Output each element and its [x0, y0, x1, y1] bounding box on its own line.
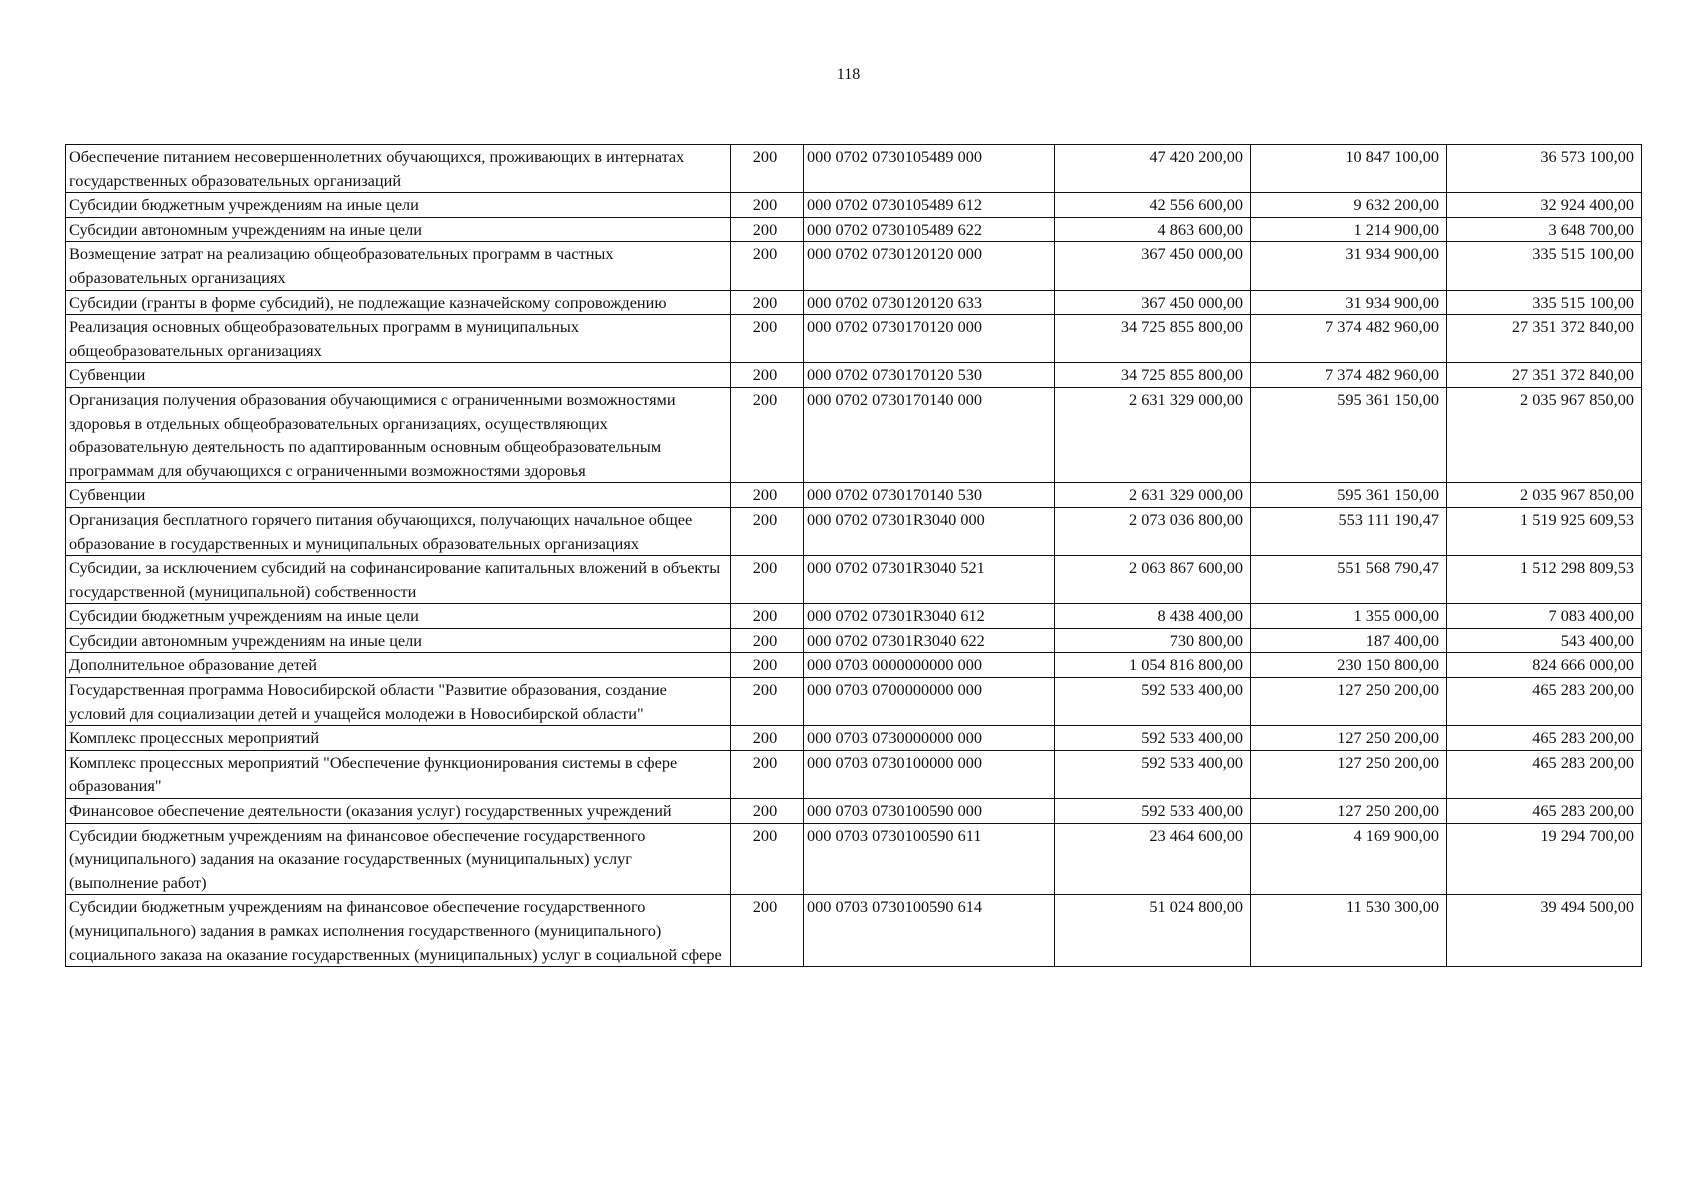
row-kbk-cell: 000 0702 0730120120 633	[804, 290, 1055, 315]
row-executed-cell: 553 111 190,47	[1251, 507, 1447, 555]
table-row	[66, 604, 1642, 629]
table-row	[66, 483, 1642, 508]
row-name-cell: Субсидии бюджетным учреждениям на финансовое обеспечение государственного (муниципального) задания в рамках исполнения государственного (муниципального) социального заказа на оказание государственных (муниципальных) услуг в социальной сфере	[66, 895, 731, 967]
table-row	[66, 145, 1642, 193]
row-remaining-cell: 2 035 967 850,00	[1447, 483, 1642, 508]
row-executed-cell: 7 374 482 960,00	[1251, 363, 1447, 388]
row-remaining-cell: 19 294 700,00	[1447, 823, 1642, 895]
row-approved-cell: 592 533 400,00	[1055, 799, 1251, 824]
row-executed-cell: 595 361 150,00	[1251, 387, 1447, 482]
row-approved-cell: 730 800,00	[1055, 628, 1251, 653]
row-remaining-cell: 543 400,00	[1447, 628, 1642, 653]
row-approved-cell: 2 073 036 800,00	[1055, 507, 1251, 555]
row-executed-cell: 11 530 300,00	[1251, 895, 1447, 967]
row-executed-cell: 127 250 200,00	[1251, 750, 1447, 798]
row-approved-cell: 2 631 329 000,00	[1055, 387, 1251, 482]
table-row	[66, 895, 1642, 967]
row-remaining-cell: 335 515 100,00	[1447, 242, 1642, 290]
row-remaining-cell: 1 512 298 809,53	[1447, 556, 1642, 604]
table-row	[66, 242, 1642, 290]
row-kbk-cell: 000 0702 0730170140 530	[804, 483, 1055, 508]
row-approved-cell: 51 024 800,00	[1055, 895, 1251, 967]
row-kbk-cell: 000 0703 0730100000 000	[804, 750, 1055, 798]
table-row	[66, 750, 1642, 798]
row-approved-cell: 592 533 400,00	[1055, 726, 1251, 751]
row-code-cell: 200	[731, 507, 804, 555]
row-code-cell: 200	[731, 750, 804, 798]
row-code-cell: 200	[731, 242, 804, 290]
row-executed-cell: 187 400,00	[1251, 628, 1447, 653]
row-code-cell: 200	[731, 726, 804, 751]
table-row	[66, 387, 1642, 482]
row-kbk-cell: 000 0702 0730170120 530	[804, 363, 1055, 388]
row-name-cell: Субсидии бюджетным учреждениям на иные цели	[66, 604, 731, 629]
row-kbk-cell: 000 0702 07301R3040 622	[804, 628, 1055, 653]
table-row	[66, 315, 1642, 363]
row-executed-cell: 10 847 100,00	[1251, 145, 1447, 193]
row-kbk-cell: 000 0702 0730105489 612	[804, 193, 1055, 218]
row-remaining-cell: 335 515 100,00	[1447, 290, 1642, 315]
row-executed-cell: 595 361 150,00	[1251, 483, 1447, 508]
row-name-cell: Обеспечение питанием несовершеннолетних обучающихся, проживающих в интернатах государственных образовательных организаций	[66, 145, 731, 193]
row-executed-cell: 1 355 000,00	[1251, 604, 1447, 629]
row-name-cell: Субсидии бюджетным учреждениям на финансовое обеспечение государственного (муниципального) задания на оказание государственных (муниципальных) услуг (выполнение работ)	[66, 823, 731, 895]
row-remaining-cell: 32 924 400,00	[1447, 193, 1642, 218]
row-name-cell: Субвенции	[66, 483, 731, 508]
table-row	[66, 726, 1642, 751]
row-executed-cell: 127 250 200,00	[1251, 726, 1447, 751]
row-executed-cell: 230 150 800,00	[1251, 653, 1447, 678]
row-kbk-cell: 000 0702 07301R3040 521	[804, 556, 1055, 604]
row-approved-cell: 367 450 000,00	[1055, 242, 1251, 290]
table-row	[66, 217, 1642, 242]
row-kbk-cell: 000 0702 0730105489 000	[804, 145, 1055, 193]
table-row	[66, 678, 1642, 726]
row-executed-cell: 31 934 900,00	[1251, 290, 1447, 315]
row-code-cell: 200	[731, 628, 804, 653]
row-remaining-cell: 465 283 200,00	[1447, 726, 1642, 751]
row-remaining-cell: 465 283 200,00	[1447, 750, 1642, 798]
row-code-cell: 200	[731, 653, 804, 678]
row-executed-cell: 9 632 200,00	[1251, 193, 1447, 218]
row-name-cell: Субсидии бюджетным учреждениям на иные цели	[66, 193, 731, 218]
row-approved-cell: 367 450 000,00	[1055, 290, 1251, 315]
row-name-cell: Комплекс процессных мероприятий "Обеспечение функционирования системы в сфере образования"	[66, 750, 731, 798]
row-remaining-cell: 824 666 000,00	[1447, 653, 1642, 678]
row-name-cell: Возмещение затрат на реализацию общеобразовательных программ в частных образовательных организациях	[66, 242, 731, 290]
table-row	[66, 653, 1642, 678]
row-kbk-cell: 000 0703 0730100590 614	[804, 895, 1055, 967]
row-executed-cell: 31 934 900,00	[1251, 242, 1447, 290]
row-executed-cell: 7 374 482 960,00	[1251, 315, 1447, 363]
row-executed-cell: 127 250 200,00	[1251, 678, 1447, 726]
row-remaining-cell: 465 283 200,00	[1447, 799, 1642, 824]
table-row	[66, 193, 1642, 218]
row-code-cell: 200	[731, 823, 804, 895]
row-code-cell: 200	[731, 363, 804, 388]
table-row	[66, 507, 1642, 555]
row-kbk-cell: 000 0702 07301R3040 612	[804, 604, 1055, 629]
row-code-cell: 200	[731, 556, 804, 604]
row-executed-cell: 1 214 900,00	[1251, 217, 1447, 242]
row-code-cell: 200	[731, 387, 804, 482]
row-kbk-cell: 000 0703 0730100590 000	[804, 799, 1055, 824]
row-code-cell: 200	[731, 483, 804, 508]
row-approved-cell: 592 533 400,00	[1055, 750, 1251, 798]
row-name-cell: Государственная программа Новосибирской области "Развитие образования, создание условий для социализации детей и учащейся молодежи в Новосибирской области"	[66, 678, 731, 726]
row-approved-cell: 47 420 200,00	[1055, 145, 1251, 193]
row-name-cell: Субсидии (гранты в форме субсидий), не подлежащие казначейскому сопровождению	[66, 290, 731, 315]
row-name-cell: Субсидии автономным учреждениям на иные цели	[66, 628, 731, 653]
row-executed-cell: 551 568 790,47	[1251, 556, 1447, 604]
page-number: 118	[836, 66, 861, 83]
row-approved-cell: 42 556 600,00	[1055, 193, 1251, 218]
row-approved-cell: 592 533 400,00	[1055, 678, 1251, 726]
row-approved-cell: 34 725 855 800,00	[1055, 363, 1251, 388]
table-row	[66, 556, 1642, 604]
row-approved-cell: 8 438 400,00	[1055, 604, 1251, 629]
row-approved-cell: 2 063 867 600,00	[1055, 556, 1251, 604]
row-remaining-cell: 27 351 372 840,00	[1447, 315, 1642, 363]
table-row	[66, 628, 1642, 653]
row-remaining-cell: 3 648 700,00	[1447, 217, 1642, 242]
row-approved-cell: 34 725 855 800,00	[1055, 315, 1251, 363]
row-remaining-cell: 39 494 500,00	[1447, 895, 1642, 967]
row-name-cell: Субсидии автономным учреждениям на иные цели	[66, 217, 731, 242]
row-kbk-cell: 000 0702 07301R3040 000	[804, 507, 1055, 555]
row-kbk-cell: 000 0702 0730105489 622	[804, 217, 1055, 242]
row-remaining-cell: 2 035 967 850,00	[1447, 387, 1642, 482]
table-row	[66, 363, 1642, 388]
budget-execution-table	[65, 144, 1642, 967]
row-remaining-cell: 7 083 400,00	[1447, 604, 1642, 629]
row-kbk-cell: 000 0702 0730170120 000	[804, 315, 1055, 363]
row-code-cell: 200	[731, 217, 804, 242]
row-name-cell: Комплекс процессных мероприятий	[66, 726, 731, 751]
row-name-cell: Организация бесплатного горячего питания обучающихся, получающих начальное общее образование в государственных и муниципальных образовательных организациях	[66, 507, 731, 555]
row-name-cell: Реализация основных общеобразовательных программ в муниципальных общеобразовательных организациях	[66, 315, 731, 363]
table-row	[66, 823, 1642, 895]
row-name-cell: Субсидии, за исключением субсидий на софинансирование капитальных вложений в объекты государственной (муниципальной) собственности	[66, 556, 731, 604]
row-code-cell: 200	[731, 315, 804, 363]
row-approved-cell: 23 464 600,00	[1055, 823, 1251, 895]
table-row	[66, 799, 1642, 824]
row-approved-cell: 2 631 329 000,00	[1055, 483, 1251, 508]
row-kbk-cell: 000 0702 0730120120 000	[804, 242, 1055, 290]
row-code-cell: 200	[731, 193, 804, 218]
row-approved-cell: 4 863 600,00	[1055, 217, 1251, 242]
row-remaining-cell: 36 573 100,00	[1447, 145, 1642, 193]
row-code-cell: 200	[731, 678, 804, 726]
row-kbk-cell: 000 0703 0730100590 611	[804, 823, 1055, 895]
row-name-cell: Финансовое обеспечение деятельности (оказания услуг) государственных учреждений	[66, 799, 731, 824]
row-kbk-cell: 000 0703 0000000000 000	[804, 653, 1055, 678]
row-remaining-cell: 27 351 372 840,00	[1447, 363, 1642, 388]
row-code-cell: 200	[731, 145, 804, 193]
row-approved-cell: 1 054 816 800,00	[1055, 653, 1251, 678]
row-executed-cell: 4 169 900,00	[1251, 823, 1447, 895]
row-name-cell: Организация получения образования обучающимися с ограниченными возможностями здоровья в отдельных общеобразовательных организациях, осуществляющих образовательную деятельность по адаптированным основным общеобразовательным программам для обучающихся с ограниченными возможностями здоровья	[66, 387, 731, 482]
row-name-cell: Субвенции	[66, 363, 731, 388]
table-row	[66, 290, 1642, 315]
row-kbk-cell: 000 0703 0700000000 000	[804, 678, 1055, 726]
row-code-cell: 200	[731, 799, 804, 824]
table-body	[66, 145, 1642, 967]
row-kbk-cell: 000 0703 0730000000 000	[804, 726, 1055, 751]
row-remaining-cell: 1 519 925 609,53	[1447, 507, 1642, 555]
row-code-cell: 200	[731, 290, 804, 315]
row-code-cell: 200	[731, 604, 804, 629]
row-executed-cell: 127 250 200,00	[1251, 799, 1447, 824]
row-remaining-cell: 465 283 200,00	[1447, 678, 1642, 726]
row-name-cell: Дополнительное образование детей	[66, 653, 731, 678]
row-kbk-cell: 000 0702 0730170140 000	[804, 387, 1055, 482]
row-code-cell: 200	[731, 895, 804, 967]
